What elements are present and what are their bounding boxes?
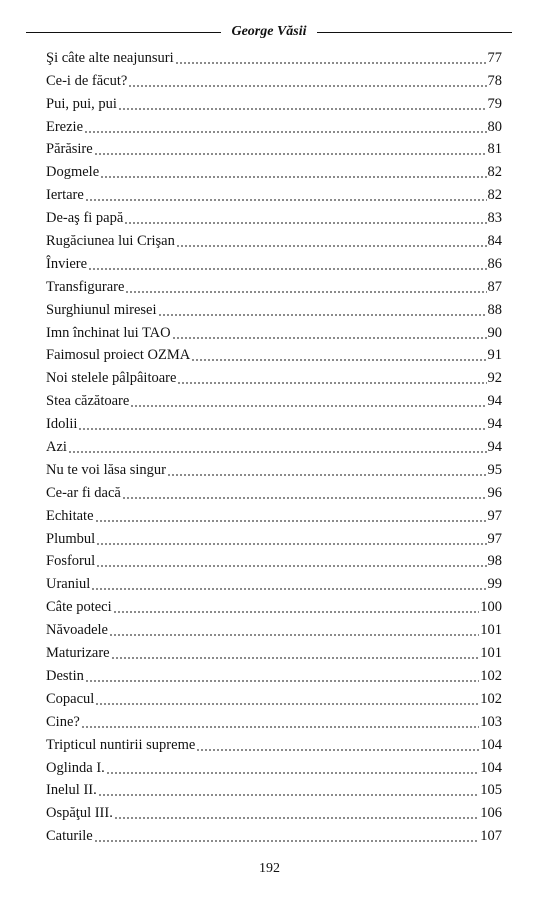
toc-entry bbox=[46, 754, 502, 777]
toc-entry-page: 82 bbox=[487, 187, 502, 204]
dot-leader bbox=[106, 772, 479, 774]
toc-entry-page: 107 bbox=[480, 828, 502, 845]
toc-entry bbox=[46, 342, 502, 365]
toc-entry-page: 91 bbox=[487, 347, 502, 364]
toc-entry-page: 82 bbox=[487, 164, 502, 181]
dot-leader bbox=[167, 474, 486, 476]
toc-entry bbox=[46, 319, 502, 342]
toc-entry-title: Pui, pui, pui bbox=[46, 95, 117, 112]
toc-entry-page: 101 bbox=[480, 622, 502, 639]
toc-entry-page: 86 bbox=[487, 255, 502, 272]
dot-leader bbox=[128, 85, 486, 87]
toc-entry bbox=[46, 685, 502, 708]
toc-entry-page: 78 bbox=[487, 72, 502, 89]
dot-leader bbox=[68, 451, 487, 453]
toc-entry-title: Părăsire bbox=[46, 141, 93, 158]
toc-entry-page: 92 bbox=[487, 370, 502, 387]
toc-entry bbox=[46, 227, 502, 250]
toc-entry-title: Dogmele bbox=[46, 164, 100, 181]
table-of-contents bbox=[46, 44, 502, 845]
toc-entry-page: 81 bbox=[487, 141, 502, 158]
toc-entry bbox=[46, 364, 502, 387]
toc-entry-title: Şi câte alte neajunsuri bbox=[46, 49, 174, 66]
dot-leader bbox=[95, 520, 487, 522]
toc-entry-page: 99 bbox=[487, 576, 502, 593]
toc-entry bbox=[46, 616, 502, 639]
running-header bbox=[26, 22, 512, 42]
toc-entry bbox=[46, 731, 502, 754]
toc-entry-page: 101 bbox=[480, 645, 502, 662]
dot-leader bbox=[122, 497, 487, 499]
toc-entry-page: 105 bbox=[480, 782, 502, 799]
toc-entry bbox=[46, 181, 502, 204]
toc-entry-title: Iertare bbox=[46, 187, 84, 204]
dot-leader bbox=[84, 131, 486, 133]
toc-entry bbox=[46, 410, 502, 433]
dot-leader bbox=[98, 794, 480, 796]
toc-entry-page: 104 bbox=[480, 759, 502, 776]
dot-leader bbox=[91, 588, 486, 590]
toc-entry-title: Ce-ar fi dacă bbox=[46, 484, 121, 501]
toc-entry-page: 84 bbox=[487, 233, 502, 250]
toc-entry-page: 77 bbox=[487, 49, 502, 66]
toc-entry-title: Rugăciunea lui Crişan bbox=[46, 233, 175, 250]
toc-entry bbox=[46, 799, 502, 822]
toc-entry-title: Ospăţul III. bbox=[46, 805, 113, 822]
dot-leader bbox=[172, 337, 487, 339]
header-rule-right bbox=[317, 32, 512, 33]
toc-entry bbox=[46, 204, 502, 227]
toc-entry-page: 79 bbox=[487, 95, 502, 112]
toc-entry-page: 96 bbox=[487, 484, 502, 501]
toc-entry bbox=[46, 67, 502, 90]
toc-entry-title: Oglinda I. bbox=[46, 759, 105, 776]
dot-leader bbox=[85, 680, 479, 682]
toc-entry-title: De-aş fi papă bbox=[46, 210, 124, 227]
header-rule-left bbox=[26, 32, 221, 33]
toc-entry-page: 94 bbox=[487, 439, 502, 456]
toc-entry-page: 98 bbox=[487, 553, 502, 570]
dot-leader bbox=[94, 840, 480, 842]
toc-entry-title: Inelul II. bbox=[46, 782, 97, 799]
toc-entry-title: Ce-i de făcut? bbox=[46, 72, 128, 89]
toc-entry-title: Destin bbox=[46, 667, 84, 684]
toc-entry bbox=[46, 90, 502, 113]
toc-entry-page: 102 bbox=[480, 690, 502, 707]
toc-entry bbox=[46, 433, 502, 456]
toc-entry bbox=[46, 777, 502, 800]
toc-entry-title: Copacul bbox=[46, 690, 95, 707]
dot-leader bbox=[81, 726, 479, 728]
toc-entry-title: Cine? bbox=[46, 713, 80, 730]
toc-entry-page: 94 bbox=[487, 416, 502, 433]
toc-entry-page: 87 bbox=[487, 278, 502, 295]
toc-entry-page: 106 bbox=[480, 805, 502, 822]
toc-entry-title: Plumbul bbox=[46, 530, 96, 547]
toc-entry-title: Imn închinat lui TAO bbox=[46, 324, 171, 341]
dot-leader bbox=[88, 268, 486, 270]
page-number: 192 bbox=[259, 861, 280, 876]
toc-entry-title: Nu te voi lăsa singur bbox=[46, 461, 167, 478]
dot-leader bbox=[111, 657, 480, 659]
toc-entry-title: Maturizare bbox=[46, 645, 110, 662]
dot-leader bbox=[114, 817, 479, 819]
dot-leader bbox=[124, 222, 486, 224]
toc-entry-title: Surghiunul miresei bbox=[46, 301, 157, 318]
dot-leader bbox=[191, 359, 486, 361]
toc-entry bbox=[46, 387, 502, 410]
toc-entry-title: Transfigurare bbox=[46, 278, 125, 295]
toc-entry-title: Idolii bbox=[46, 416, 78, 433]
toc-entry-title: Erezie bbox=[46, 118, 84, 135]
toc-entry-page: 83 bbox=[487, 210, 502, 227]
toc-entry bbox=[46, 479, 502, 502]
toc-entry-title: Câte poteci bbox=[46, 599, 112, 616]
toc-entry bbox=[46, 639, 502, 662]
toc-entry bbox=[46, 250, 502, 273]
toc-entry-page: 88 bbox=[487, 301, 502, 318]
toc-entry bbox=[46, 296, 502, 319]
dot-leader bbox=[95, 703, 479, 705]
toc-entry-page: 100 bbox=[480, 599, 502, 616]
toc-entry bbox=[46, 158, 502, 181]
toc-entry bbox=[46, 113, 502, 136]
toc-entry-page: 94 bbox=[487, 393, 502, 410]
toc-entry-page: 90 bbox=[487, 324, 502, 341]
toc-entry-page: 104 bbox=[480, 736, 502, 753]
toc-entry-title: Stea căzătoare bbox=[46, 393, 130, 410]
toc-entry-title: Înviere bbox=[46, 255, 88, 272]
dot-leader bbox=[130, 405, 486, 407]
toc-entry bbox=[46, 822, 502, 845]
toc-entry bbox=[46, 708, 502, 731]
toc-entry bbox=[46, 44, 502, 67]
dot-leader bbox=[176, 245, 487, 247]
dot-leader bbox=[100, 176, 486, 178]
dot-leader bbox=[96, 565, 486, 567]
dot-leader bbox=[175, 62, 487, 64]
toc-entry bbox=[46, 593, 502, 616]
dot-leader bbox=[196, 749, 479, 751]
toc-entry bbox=[46, 456, 502, 479]
toc-entry-title: Uraniul bbox=[46, 576, 91, 593]
toc-entry-title: Caturile bbox=[46, 828, 93, 845]
toc-entry-title: Echitate bbox=[46, 507, 94, 524]
toc-entry-page: 97 bbox=[487, 530, 502, 547]
toc-entry-page: 80 bbox=[487, 118, 502, 135]
dot-leader bbox=[177, 382, 486, 384]
dot-leader bbox=[94, 153, 487, 155]
toc-entry-page: 97 bbox=[487, 507, 502, 524]
toc-entry bbox=[46, 136, 502, 159]
toc-entry bbox=[46, 570, 502, 593]
dot-leader bbox=[96, 543, 486, 545]
toc-entry bbox=[46, 662, 502, 685]
toc-entry-title: Faimosul proiect OZMA bbox=[46, 347, 191, 364]
dot-leader bbox=[109, 634, 479, 636]
toc-entry bbox=[46, 548, 502, 571]
toc-entry bbox=[46, 502, 502, 525]
toc-entry-page: 103 bbox=[480, 713, 502, 730]
toc-entry-page: 95 bbox=[487, 461, 502, 478]
toc-entry-title: Fosforul bbox=[46, 553, 96, 570]
toc-entry-page: 102 bbox=[480, 667, 502, 684]
dot-leader bbox=[113, 611, 480, 613]
dot-leader bbox=[158, 314, 487, 316]
dot-leader bbox=[125, 291, 486, 293]
toc-entry-title: Noi stelele pâlpâitoare bbox=[46, 370, 177, 387]
toc-entry-title: Azi bbox=[46, 439, 67, 456]
toc-entry-title: Tripticul nuntirii supreme bbox=[46, 736, 196, 753]
dot-leader bbox=[78, 428, 486, 430]
dot-leader bbox=[85, 199, 487, 201]
dot-leader bbox=[118, 108, 487, 110]
toc-entry bbox=[46, 273, 502, 296]
toc-entry bbox=[46, 525, 502, 548]
toc-entry-title: Năvoadele bbox=[46, 622, 108, 639]
header-author: George Văsii bbox=[231, 24, 307, 39]
